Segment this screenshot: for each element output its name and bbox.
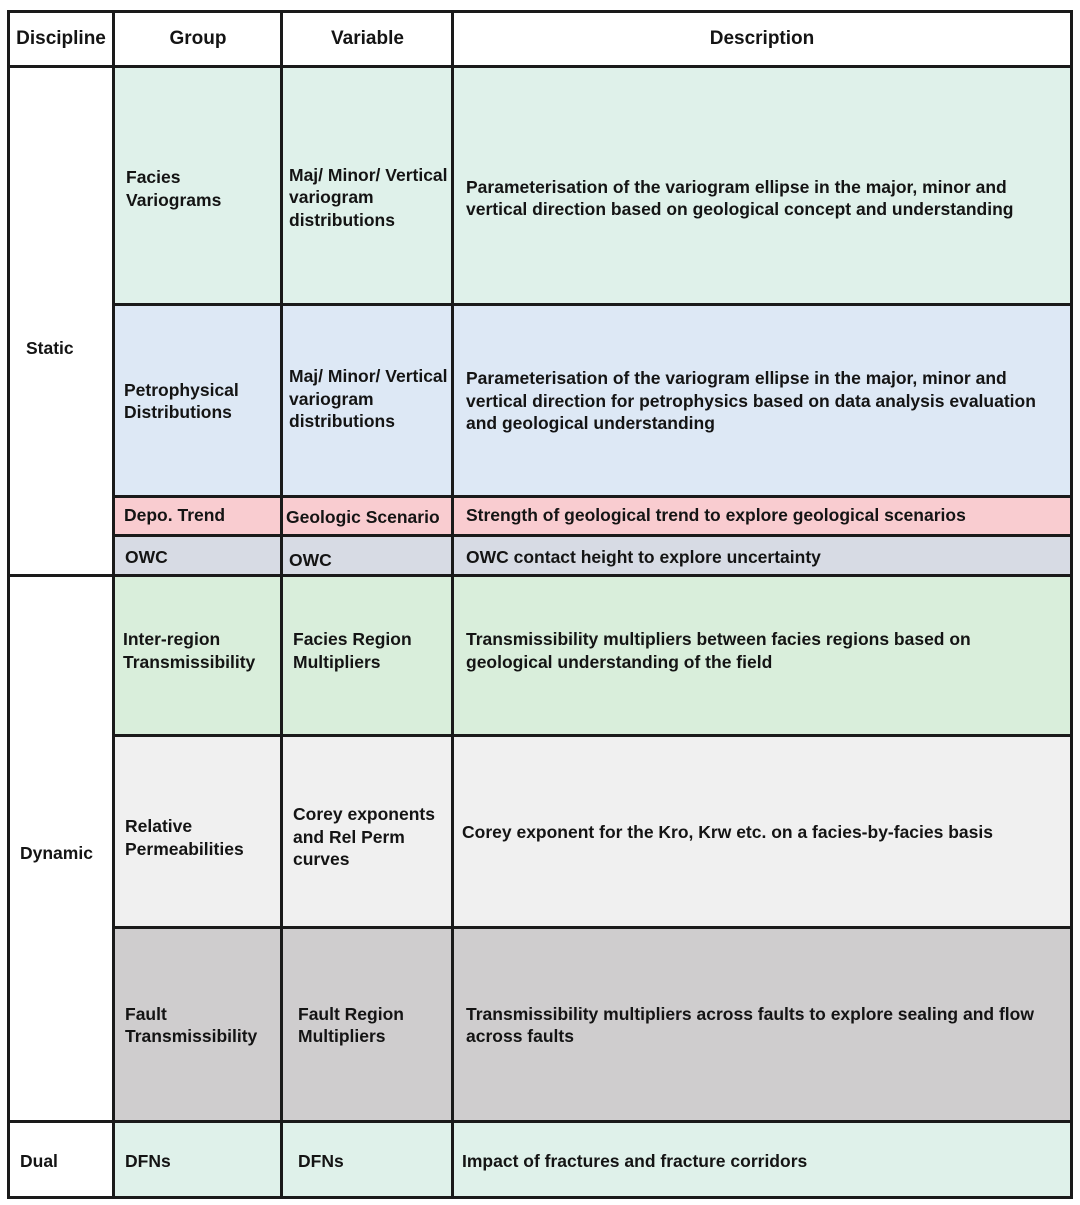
- variable-cell: Maj/ Minor/ Vertical variogram distributions: [289, 164, 448, 230]
- border-line: [7, 10, 1073, 13]
- border-line: [280, 10, 283, 1199]
- discipline-static: Static: [26, 337, 74, 358]
- group-cell: Inter-region Transmissibility: [123, 629, 256, 672]
- description-cell: Parameterisation of the variogram ellipse in the major, minor and vertical direction based on geological concept and understanding: [466, 176, 1014, 219]
- variable-cell: Maj/ Minor/ Vertical variogram distributions: [289, 366, 448, 432]
- variable-cell: DFNs: [298, 1150, 344, 1171]
- variable-cell: Fault Region Multipliers: [298, 1003, 404, 1046]
- variable-cell: Facies Region Multipliers: [293, 629, 412, 672]
- discipline-dynamic: Dynamic: [20, 842, 93, 863]
- description-cell: OWC contact height to explore uncertainty: [466, 546, 821, 567]
- variable-cell: Geologic Scenario: [286, 506, 440, 527]
- group-cell: Facies Variograms: [126, 167, 222, 210]
- border-line: [7, 65, 1073, 68]
- group-cell: Depo. Trend: [124, 504, 226, 525]
- variable-cell: Corey exponents and Rel Perm curves: [293, 804, 435, 870]
- border-line: [1070, 10, 1073, 1199]
- border-line: [112, 926, 1073, 929]
- discipline-dual: Dual: [20, 1150, 58, 1171]
- border-line: [112, 495, 1073, 498]
- border-line: [7, 10, 10, 1199]
- header-group: Group: [169, 27, 227, 49]
- border-line: [7, 1120, 1073, 1123]
- border-line: [112, 534, 1073, 537]
- border-line: [112, 303, 1073, 306]
- header-variable: Variable: [331, 27, 404, 49]
- group-cell: DFNs: [125, 1150, 171, 1171]
- group-cell: Petrophysical Distributions: [124, 379, 239, 422]
- group-cell: Fault Transmissibility: [125, 1003, 258, 1046]
- description-cell: Transmissibility multipliers between facies regions based on geological understanding of the field: [466, 629, 971, 672]
- border-line: [112, 734, 1073, 737]
- group-cell: Relative Permeabilities: [125, 816, 244, 859]
- border-line: [7, 574, 1073, 577]
- description-cell: Corey exponent for the Kro, Krw etc. on a facies-by-facies basis: [462, 821, 993, 842]
- border-line: [7, 1196, 1073, 1199]
- border-line: [451, 10, 454, 1199]
- group-cell: OWC: [125, 546, 168, 567]
- description-cell: Parameterisation of the variogram ellipse in the major, minor and vertical direction for petrophysics based on data analysis evaluation and geological understanding: [466, 368, 1036, 434]
- variable-cell: OWC: [289, 549, 332, 570]
- description-cell: Strength of geological trend to explore geological scenarios: [466, 504, 966, 525]
- border-line: [112, 10, 115, 1199]
- description-cell: Transmissibility multipliers across faults to explore sealing and flow across faults: [466, 1003, 1034, 1046]
- description-cell: Impact of fractures and fracture corridors: [462, 1150, 808, 1171]
- header-description: Description: [709, 27, 815, 49]
- header-discipline: Discipline: [16, 27, 106, 49]
